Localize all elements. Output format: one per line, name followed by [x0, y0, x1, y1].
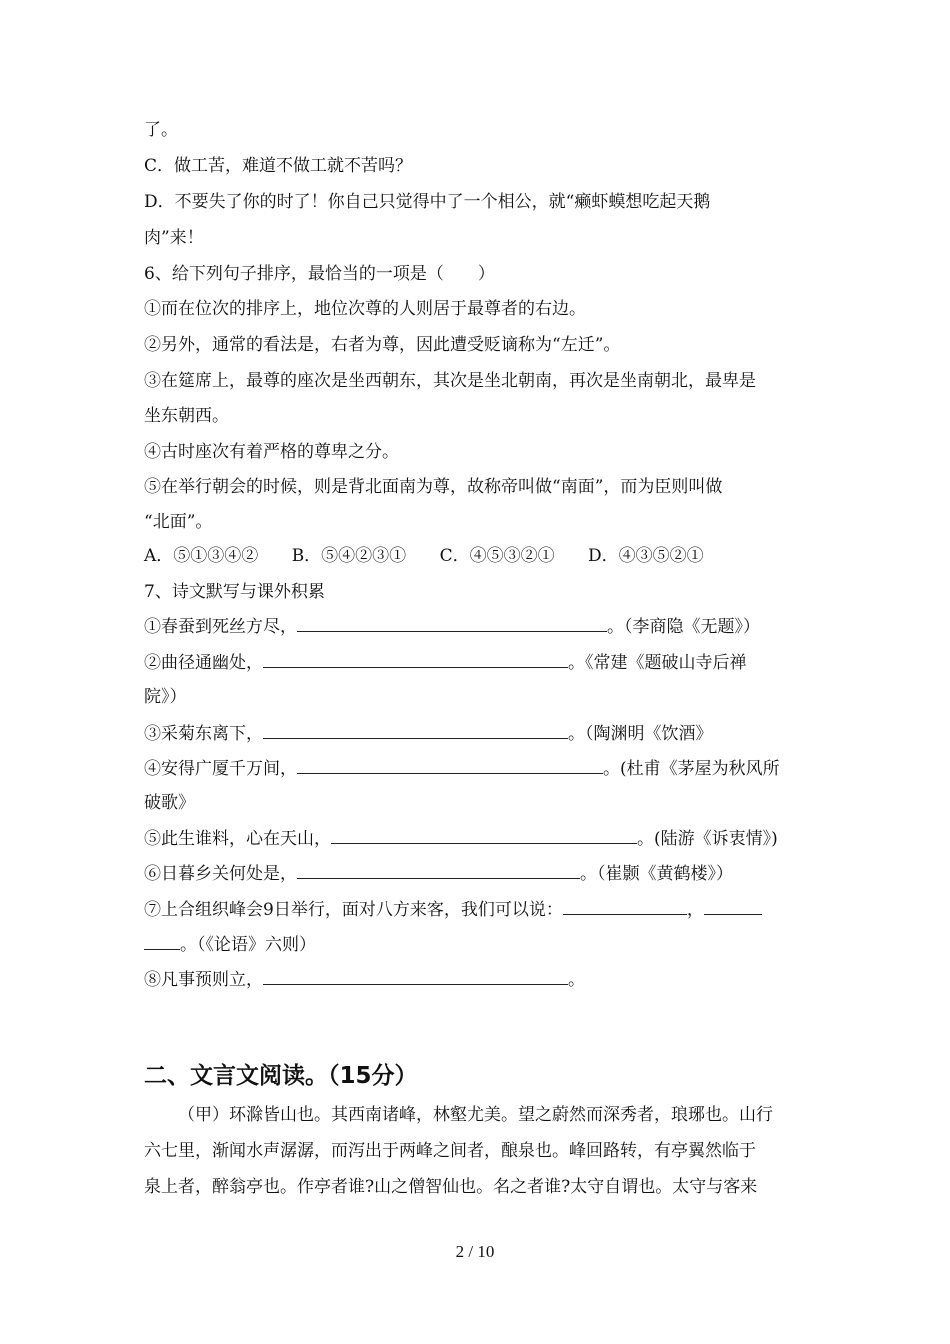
- sentence-1: ①而在位次的排序上，地位次尊的人则居于最尊者的右边。: [144, 299, 586, 319]
- text-line: 肉”来！: [144, 228, 204, 248]
- answer-blank[interactable]: [263, 967, 568, 985]
- option-a: A．⑤①③④②: [144, 546, 259, 566]
- poem-item-8: [144, 967, 585, 992]
- sentence-3: ③在筵席上，最尊的座次是坐西朝东，其次是坐北朝南，再次是坐南朝北，最卑是: [144, 371, 756, 391]
- poem-item-4-cont: 破歌》: [144, 793, 195, 813]
- poem-item-5: [144, 826, 778, 851]
- passage-line: （甲）环滁皆山也。其西南诸峰，林壑尤美。望之蔚然而深秀者，琅琊也。山行: [178, 1105, 773, 1125]
- passage-line: 泉上者，醉翁亭也。作亭者谁?山之僧智仙也。名之者谁?太守自谓也。太守与客来: [144, 1177, 758, 1197]
- item-prompt: ④安得广厦千万间，: [144, 759, 297, 779]
- answer-blank[interactable]: [331, 826, 637, 844]
- poem-item-1: [144, 614, 760, 639]
- item-source: 。（李商隐《无题》）: [607, 617, 760, 637]
- poem-item-4: [144, 756, 780, 781]
- answer-options: [144, 544, 732, 568]
- question-7-title: 7、诗文默写与课外积累: [144, 582, 325, 602]
- item-source: 。（陶渊明《饮酒》: [568, 724, 713, 744]
- item-prompt: ②曲径通幽处，: [144, 653, 263, 673]
- sentence-5: ⑤在举行朝会的时候，则是背北面南为尊，故称帝叫做“南面”，而为臣则叫做: [144, 477, 723, 497]
- answer-blank[interactable]: [704, 897, 762, 915]
- option-d: D．④③⑤②①: [588, 546, 704, 566]
- item-source: 。(陆游《诉衷情》): [637, 829, 778, 849]
- option-d-line: D．不要失了你的时了！你自己只觉得中了一个相公，就“癞虾蟆想吃起天鹅: [144, 192, 711, 212]
- answer-blank[interactable]: [144, 932, 180, 950]
- answer-blank[interactable]: [263, 650, 568, 668]
- poem-item-7: [144, 897, 762, 922]
- item-end: 。: [568, 970, 585, 990]
- answer-blank[interactable]: [263, 721, 568, 739]
- item-prompt: ⑦上合组织峰会9日举行，面对八方来客，我们可以说：: [144, 900, 563, 920]
- sentence-4: ④古时座次有着严格的尊卑之分。: [144, 442, 399, 462]
- section-heading: 二、文言文阅读。（15分）: [144, 1063, 418, 1089]
- answer-blank[interactable]: [297, 861, 580, 879]
- option-c-line: C．做工苦，难道不做工就不苦吗？: [144, 156, 413, 176]
- item-prompt: ①春蚕到死丝方尽，: [144, 617, 297, 637]
- item-source: 。（《论语》六则）: [180, 935, 316, 955]
- answer-blank[interactable]: [563, 897, 687, 915]
- text-line: 了。: [144, 120, 178, 140]
- poem-item-6: [144, 861, 733, 886]
- page-number: 2 / 10: [455, 1242, 495, 1261]
- item-prompt: ⑧凡事预则立，: [144, 970, 263, 990]
- option-c: C．④⑤③②①: [439, 546, 555, 566]
- item-separator: ，: [686, 900, 704, 920]
- sentence-5-cont: “北面”。: [144, 512, 213, 532]
- poem-item-7-cont: [144, 932, 316, 957]
- answer-blank[interactable]: [297, 756, 603, 774]
- answer-blank[interactable]: [297, 614, 607, 632]
- item-source: 。《常建《题破山寺后禅: [568, 653, 747, 673]
- item-prompt: ⑥日暮乡关何处是，: [144, 864, 297, 884]
- passage-line: 六七里，渐闻水声潺潺，而泻出于两峰之间者，酿泉也。峰回路转，有亭翼然临于: [144, 1141, 756, 1161]
- poem-item-3: [144, 721, 713, 746]
- option-b: B．⑤④②③①: [291, 546, 407, 566]
- poem-item-2-cont: 院》）: [144, 687, 187, 707]
- item-prompt: ⑤此生谁料，心在天山，: [144, 829, 331, 849]
- item-source: 。（崔颢《黄鹤楼》）: [580, 864, 733, 884]
- sentence-3-cont: 坐东朝西。: [144, 406, 229, 426]
- item-source: 。(杜甫《茅屋为秋风所: [603, 759, 780, 779]
- question-6-title: 6、给下列句子排序，最恰当的一项是（ ）: [144, 264, 495, 284]
- item-prompt: ③采菊东离下，: [144, 724, 263, 744]
- sentence-2: ②另外，通常的看法是，右者为尊，因此遭受贬谪称为“左迁”。: [144, 335, 621, 355]
- poem-item-2: [144, 650, 747, 675]
